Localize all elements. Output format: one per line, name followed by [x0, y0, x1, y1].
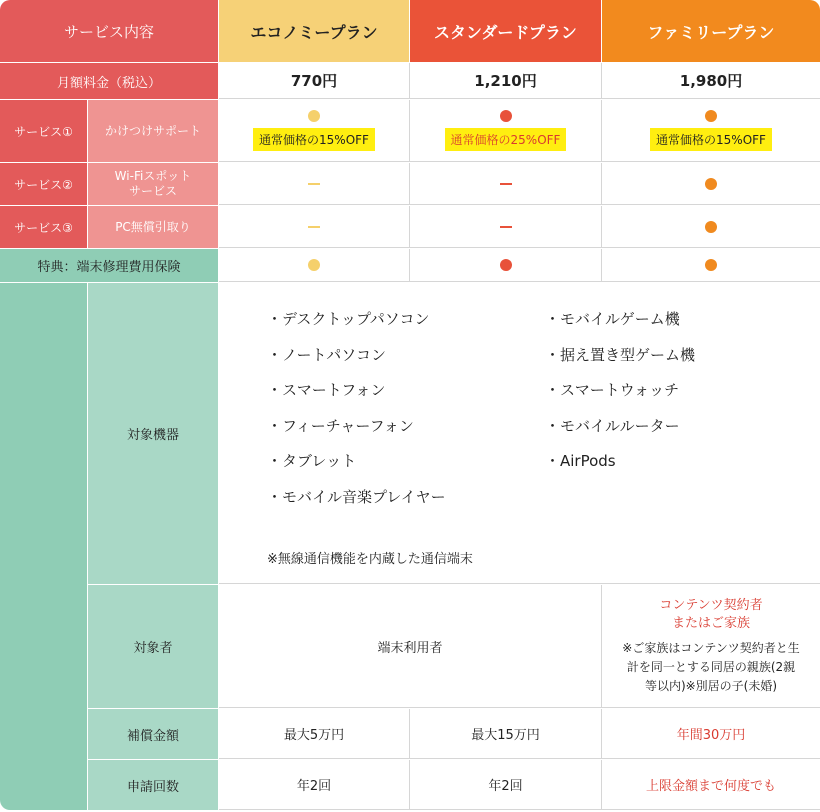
- service-3-family: [602, 206, 820, 248]
- device-item: ・モバイル音楽プレイヤー: [267, 487, 446, 506]
- discount-badge: 通常価格の15%OFF: [650, 128, 772, 151]
- not-included-dash-icon: [500, 183, 512, 185]
- service-2-label: サービス②: [0, 163, 87, 205]
- target-family-title-line2: またはご家族: [671, 615, 750, 631]
- target-family-note-line2: 計を同一とする同居の親族(2親: [626, 659, 796, 674]
- service-2-name: [88, 163, 218, 205]
- compensation-family: 年間30万円: [602, 709, 820, 759]
- target-family-title-line1: コンテンツ契約者: [659, 597, 763, 613]
- discount-badge: 通常価格の15%OFF: [253, 128, 375, 151]
- devices-list-right: [545, 309, 695, 487]
- plan-header-standard: スタンダードプラン: [410, 0, 601, 62]
- target-common: 端末利用者: [219, 585, 602, 708]
- included-dot-icon: [705, 221, 717, 233]
- service-2-standard: [410, 163, 602, 205]
- benefit-label: 特典：端末修理費用保険: [0, 249, 218, 282]
- included-dot-icon: [705, 178, 717, 190]
- price-economy: 770円: [219, 63, 410, 99]
- service-3-label: サービス③: [0, 206, 87, 248]
- service-1-name: かけつけサポート: [88, 100, 218, 162]
- device-item: ・スマートウォッチ: [545, 381, 680, 400]
- service-1-label: サービス①: [0, 100, 87, 162]
- target-family: [602, 585, 820, 708]
- service-2-economy: [219, 163, 410, 205]
- included-dot-icon: [500, 110, 512, 122]
- target-family-note-line3: 等以内)※別居の子(未婚): [644, 678, 778, 693]
- devices-list-left: [267, 309, 446, 523]
- benefit-standard: [410, 249, 602, 282]
- plan-header-economy: エコノミープラン: [219, 0, 409, 62]
- compensation-standard: 最大15万円: [410, 709, 602, 759]
- devices-note: ※無線通信機能を内蔵した通信端末: [267, 552, 473, 567]
- device-item: ・スマートフォン: [267, 381, 386, 400]
- service-1-standard: [410, 100, 602, 162]
- service-2-name-line1: Wi-Fiスポット: [114, 169, 192, 183]
- device-item: ・据え置き型ゲーム機: [545, 345, 696, 364]
- device-item: ・ノートパソコン: [267, 345, 386, 364]
- compensation-label: 補償金額: [88, 709, 218, 759]
- insurance-side-bar: [0, 283, 87, 810]
- price-label: 月額料金（税込）: [0, 63, 218, 99]
- discount-badge: 通常価格の25%OFF: [445, 128, 567, 151]
- price-standard: 1,210円: [410, 63, 602, 99]
- claims-label: 申請回数: [88, 760, 218, 810]
- device-item: ・タブレット: [267, 452, 357, 471]
- included-dot-icon: [500, 259, 512, 271]
- service-3-economy: [219, 206, 410, 248]
- service-header: サービス内容: [0, 0, 218, 62]
- not-included-dash-icon: [500, 226, 512, 228]
- not-included-dash-icon: [308, 226, 320, 228]
- device-item: ・モバイルゲーム機: [545, 310, 680, 328]
- claims-economy: 年2回: [219, 760, 410, 810]
- devices-label: 対象機器: [88, 283, 218, 584]
- device-item: ・モバイルルーター: [545, 416, 680, 435]
- claims-standard: 年2回: [410, 760, 602, 810]
- claims-family: 上限金額まで何度でも: [602, 760, 820, 810]
- price-family: 1,980円: [602, 63, 820, 99]
- plan-header-family: ファミリープラン: [602, 0, 820, 62]
- included-dot-icon: [308, 110, 320, 122]
- included-dot-icon: [308, 259, 320, 271]
- benefit-economy: [219, 249, 410, 282]
- benefit-family: [602, 249, 820, 282]
- service-3-name: PC無償引取り: [88, 206, 218, 248]
- service-1-economy: [219, 100, 410, 162]
- device-item: ・AirPods: [545, 452, 616, 471]
- device-item: ・デスクトップパソコン: [267, 310, 430, 328]
- service-2-name-line2: サービス: [128, 184, 177, 198]
- included-dot-icon: [705, 259, 717, 271]
- compensation-economy: 最大5万円: [219, 709, 410, 759]
- device-item: ・フィーチャーフォン: [267, 416, 414, 435]
- service-1-family: [602, 100, 820, 162]
- target-family-note-line1: ※ご家族はコンテンツ契約者と生: [622, 640, 800, 655]
- service-3-standard: [410, 206, 602, 248]
- target-label: 対象者: [88, 585, 218, 708]
- not-included-dash-icon: [308, 183, 320, 185]
- included-dot-icon: [705, 110, 717, 122]
- service-2-family: [602, 163, 820, 205]
